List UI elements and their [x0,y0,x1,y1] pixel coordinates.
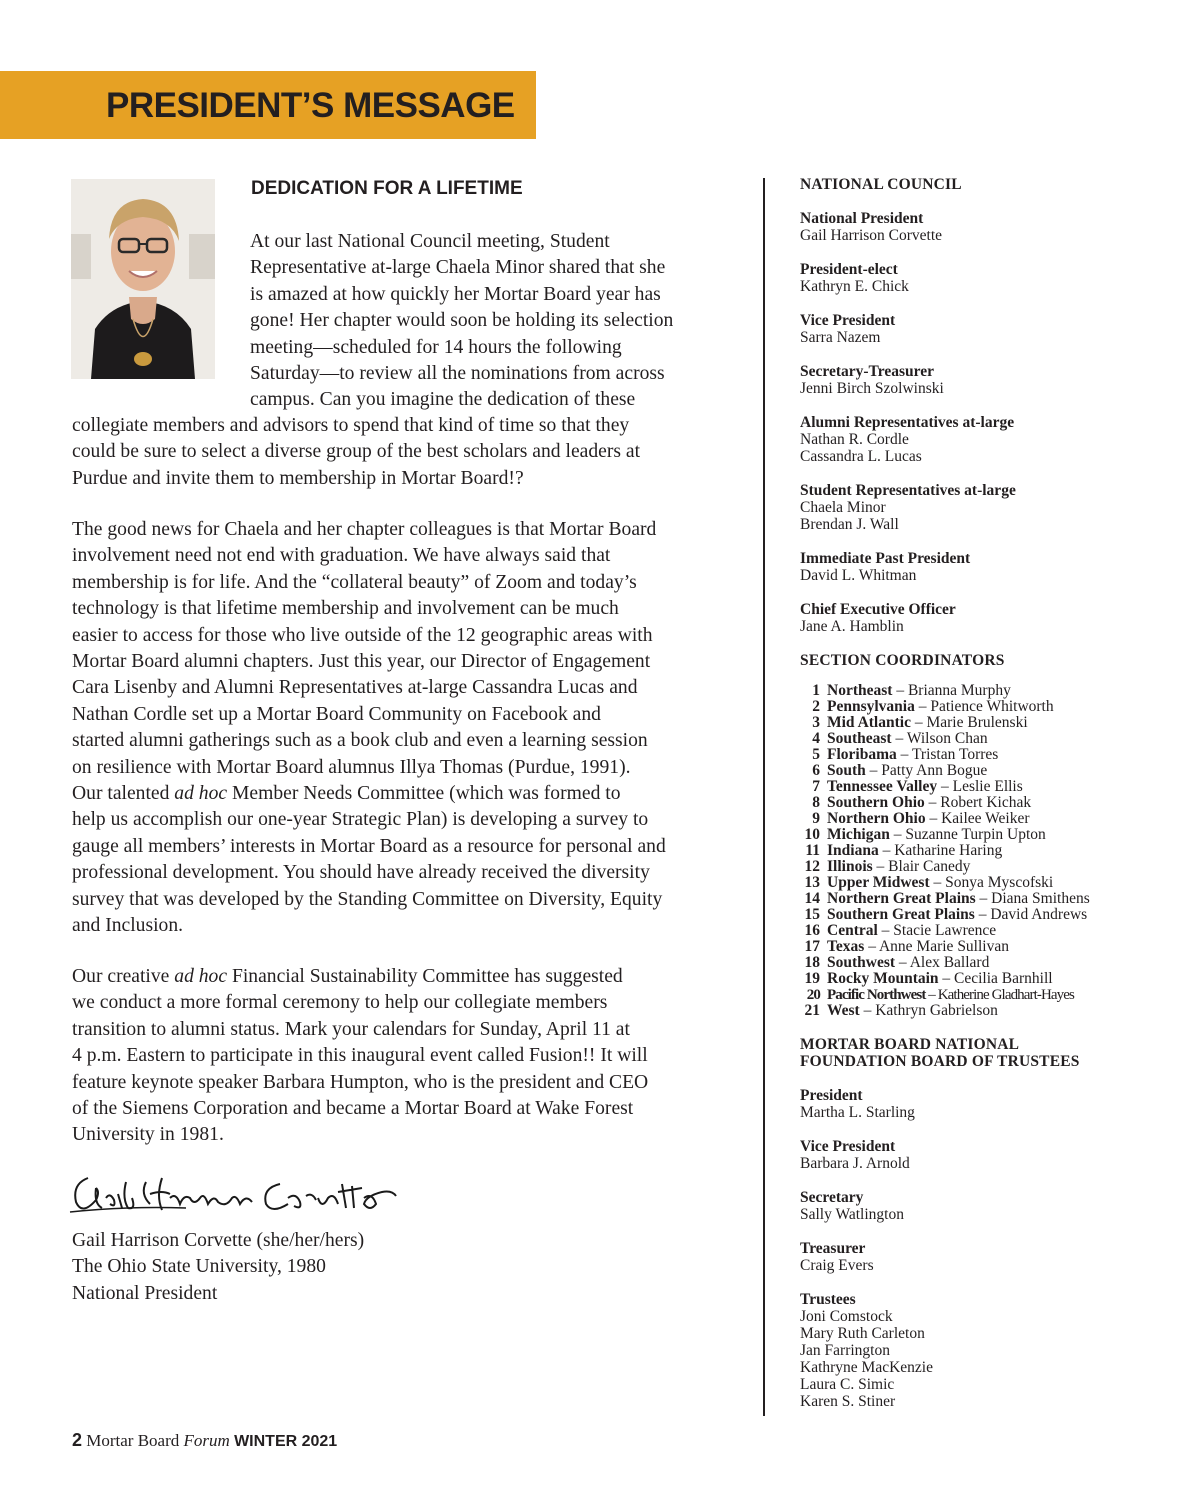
text-line: technology is that lifetime membership and involvement can be much [72,598,619,620]
roster-name: Jane A. Hamblin [800,618,904,635]
section-region: Pacific Northwest [827,987,926,1003]
roster-name: Sarra Nazem [800,329,881,346]
text-line: of the Siemens Corporation and became a Mortar Board at Wake Forest [72,1098,634,1120]
section-coordinator-name: Stacie Lawrence [893,922,997,939]
separator: – [938,970,955,987]
separator: – [910,714,927,731]
section-number: 16 [804,922,820,939]
section-coordinator-item [800,811,1180,827]
separator: – [889,826,906,843]
separator: – [974,906,991,923]
section-number: 7 [812,778,820,795]
sign-off [72,1228,364,1307]
separator: – [924,794,941,811]
section-region: Central [827,922,878,939]
text-line: Nathan Cordle set up a Mortar Board Community on Facebook and [72,703,601,725]
section-number: 11 [805,842,820,859]
text-line: could be sure to select a diverse group of the best scholars and leaders at [72,441,641,463]
section-number: 20 [806,987,820,1003]
text-line: survey that was developed by the Standing Committee on Diversity, Equity [72,888,663,910]
text-line: Cara Lisenby and Alumni Representatives at-large Cassandra Lucas and [72,677,638,699]
roster-entry [800,1087,1180,1121]
signer-name: Gail Harrison Corvette (she/her/hers) [72,1230,365,1251]
section-number: 21 [804,1002,820,1019]
roster-name: Laura C. Simic [800,1376,895,1393]
text-line: gauge all members’ interests in Mortar Board as a resource for personal and [72,835,666,857]
roster-name: Craig Evers [800,1257,874,1274]
separator: – [891,730,907,747]
separator: – [914,698,931,715]
separator: – [892,682,908,699]
section-coordinator-item [800,731,1180,747]
section-number: 19 [804,970,820,987]
section-number: 10 [804,826,820,843]
section-coordinator-item [800,763,1180,779]
section-number: 2 [812,698,820,715]
text-line: we conduct a more formal ceremony to help our collegiate members [72,992,608,1014]
roster-role: Vice President [800,1138,896,1155]
roster-entry [800,1189,1180,1223]
roster-entry [800,363,1180,397]
foundation-heading-line: FOUNDATION BOARD OF TRUSTEES [800,1053,1080,1070]
text-line: started alumni gatherings such as a book club and even a learning session [72,730,648,752]
roster-entry [800,601,1180,635]
page-number: 2 [72,1430,83,1450]
section-coordinator-name: Alex Ballard [909,954,990,971]
roster-name: Kathryn E. Chick [800,278,909,295]
text-line: collegiate members and advisors to spend that kind of time so that they [72,415,630,436]
separator: – [929,874,946,891]
separator: – [896,746,912,763]
page-footer [72,1429,337,1453]
intro-paragraph [250,229,673,414]
roster-name: Joni Comstock [800,1308,893,1325]
roster-role: Secretary [800,1189,864,1206]
section-coordinator-item [800,891,1180,907]
section-region: Indiana [827,842,879,859]
section-coordinator-item [800,715,1180,731]
section-region: South [827,762,866,779]
text-line [72,964,734,990]
roster-role: Vice President [800,312,896,329]
foundation-list [800,1087,1180,1410]
text-segment: Financial Sustainability Committee has suggested [227,966,623,987]
separator: – [877,922,894,939]
roster-role: Trustees [800,1291,856,1308]
roster-role: President [800,1087,863,1104]
article-heading: DEDICATION FOR A LIFETIME [251,178,523,199]
text-line: Mortar Board alumni chapters. Just this year, our Director of Engagement [72,651,651,673]
intro-paragraph-continued [72,413,640,492]
section-number: 18 [804,954,820,971]
text-line: Purdue and invite them to membership in Mortar Board!? [72,467,524,489]
separator: – [975,890,992,907]
text-line: on resilience with Mortar Board alumnus Illya Thomas (Purdue, 1991). [72,756,631,778]
section-region: Texas [827,938,865,955]
roster-entry [800,1291,1180,1410]
text-line: The good news for Chaela and her chapter colleagues is that Mortar Board [72,519,657,540]
roster-role: Treasurer [800,1240,866,1257]
section-coordinator-name: Leslie Ellis [952,778,1023,795]
section-region: Southern Great Plains [827,906,975,923]
roster-name: Nathan R. Cordle [800,431,909,448]
section-coordinator-item [800,875,1180,891]
roster-entry [800,1240,1180,1274]
paragraph-3 [72,964,734,1149]
text-line: feature keynote speaker Barbara Humpton, who is the president and CEO [72,1071,649,1093]
roster-name: Gail Harrison Corvette [800,227,943,244]
handwritten-signature [66,1164,406,1224]
text-line: campus. Can you imagine the dedication of these [250,389,636,411]
section-coordinator-item [800,779,1180,795]
council-list [800,210,1180,635]
roster-entry [800,210,1180,244]
separator: – [859,1002,876,1019]
section-number: 5 [812,746,820,763]
section-region: Northern Great Plains [827,890,976,907]
text-line: 4 p.m. Eastern to participate in this inaugural event called Fusion!! It will [72,1045,648,1067]
sidebar-roster [800,176,1180,1410]
roster-entry [800,312,1180,346]
roster-name: Sally Watlington [800,1206,904,1223]
section-coordinator-name: Kathryn Gabrielson [875,1002,998,1019]
roster-name: Cassandra L. Lucas [800,448,922,465]
section-number: 6 [812,762,820,779]
text-line: meeting—scheduled for 14 hours the following [250,336,622,358]
section-region: Rocky Mountain [827,970,939,987]
italic-term: ad hoc [174,783,228,805]
section-region: Mid Atlantic [827,714,911,731]
section-coordinator-name: Patience Whitworth [930,698,1054,715]
text-line: is amazed at how quickly her Mortar Board year has [250,283,661,305]
roster-role: Secretary-Treasurer [800,363,934,380]
roster-name: Jenni Birch Szolwinski [800,380,944,397]
section-number: 9 [812,810,820,827]
publication-name-italic: Forum [183,1431,230,1450]
section-coordinator-item [800,1003,1180,1019]
separator: – [895,954,910,971]
section-coordinator-name: Cecilia Barnhill [954,970,1053,987]
roster-role: Chief Executive Officer [800,601,956,618]
section-coordinator-item [800,859,1180,875]
section-region: Southwest [827,954,896,971]
roster-name: Jan Farrington [800,1342,890,1359]
section-number: 14 [804,890,820,907]
text-line: University in 1981. [72,1124,224,1146]
section-coordinator-name: Anne Marie Sullivan [878,938,1009,955]
section-number: 17 [804,938,820,955]
text-line: At our last National Council meeting, Student [250,231,610,252]
text-line: gone! Her chapter would soon be holding its selection [250,310,674,332]
section-coordinator-name: Kailee Weiker [941,810,1030,827]
roster-name: Martha L. Starling [800,1104,915,1121]
section-coordinators-list [800,683,1180,1019]
page-title: PRESIDENT’S MESSAGE [106,86,515,125]
roster-role: Alumni Representatives at-large [800,414,1015,431]
section-number: 8 [812,794,820,811]
foundation-heading-line: MORTAR BOARD NATIONAL [800,1036,1020,1053]
section-region: Michigan [827,826,890,843]
section-region: Pennsylvania [827,698,915,715]
section-region: Northern Ohio [827,810,926,827]
section-coordinator-item [800,939,1180,955]
edition: WINTER 2021 [234,1433,338,1450]
separator: – [925,987,938,1003]
section-coordinator-item [800,827,1180,843]
section-region: Floribama [827,746,897,763]
section-number: 1 [812,682,820,699]
roster-name: Karen S. Stiner [800,1393,896,1410]
paragraph-2 [72,517,734,940]
text-line [72,781,734,807]
text-line: Representative at-large Chaela Minor shared that she [250,257,666,279]
section-coordinator-name: Wilson Chan [906,730,988,747]
signer-title: National President [72,1282,218,1304]
text-line: membership is for life. And the “collateral beauty” of Zoom and today’s [72,571,637,593]
text-line: easier to access for those who live outside of the 12 geographic areas with [72,624,653,646]
roster-role: National President [800,210,924,227]
publication-name: Mortar Board [86,1431,184,1450]
separator: – [865,762,882,779]
roster-entry [800,414,1180,465]
section-region: Northeast [827,682,893,699]
section-coordinator-item [800,747,1180,763]
text-segment: Our talented [72,783,175,805]
roster-name: Chaela Minor [800,499,886,516]
section-region: Southern Ohio [827,794,925,811]
national-council-heading: NATIONAL COUNCIL [800,176,962,193]
section-region: Tennessee Valley [827,778,938,795]
section-coordinator-name: Diana Smithens [991,890,1090,907]
section-region: Illinois [827,858,873,875]
text-line: and Inclusion. [72,915,184,937]
section-region: Southeast [827,730,892,747]
section-coordinator-name: Sonya Myscofski [945,874,1054,891]
section-coordinator-name: Patty Ann Bogue [881,762,988,779]
section-number: 12 [804,858,820,875]
section-coordinators-heading: SECTION COORDINATORS [800,652,1005,669]
section-coordinator-item [800,843,1180,859]
separator: – [872,858,889,875]
section-coordinator-name: Katharine Haring [894,842,1003,859]
roster-role: President-elect [800,261,898,278]
section-number: 4 [812,730,820,747]
roster-role: Student Representatives at-large [800,482,1016,499]
section-coordinator-name: Katherine Gladhart-Hayes [937,987,1074,1003]
section-coordinator-item [800,987,1180,1003]
section-coordinator-item [800,971,1180,987]
text-line: Saturday—to review all the nominations from across [250,363,665,385]
portrait-illustration [71,179,215,379]
separator: – [878,842,895,859]
section-region: West [827,1002,860,1019]
section-number: 3 [812,714,820,731]
president-photo [71,179,215,379]
section-number: 13 [804,874,820,891]
section-coordinator-item [800,683,1180,699]
roster-entry [800,1138,1180,1172]
roster-entry [800,261,1180,295]
section-coordinator-name: Tristan Torres [911,746,999,763]
roster-name: David L. Whitman [800,567,917,584]
italic-term: ad hoc [174,966,228,987]
section-coordinator-name: Robert Kichak [940,794,1032,811]
section-coordinator-name: Brianna Murphy [907,682,1011,699]
section-coordinator-name: Marie Brulenski [926,714,1028,731]
roster-name: Barbara J. Arnold [800,1155,910,1172]
section-coordinator-item [800,699,1180,715]
section-coordinator-name: Blair Canedy [888,858,971,875]
section-coordinator-name: Suzanne Turpin Upton [905,826,1046,843]
separator: – [937,778,953,795]
foundation-heading [800,1036,1180,1070]
text-segment: Member Needs Committee (which was formed to [227,783,621,805]
section-region: Upper Midwest [827,874,930,891]
separator: – [925,810,942,827]
section-coordinator-item [800,907,1180,923]
roster-name: Mary Ruth Carleton [800,1325,925,1342]
roster-entry [800,550,1180,584]
section-coordinator-item [800,795,1180,811]
roster-name: Kathryne MacKenzie [800,1359,933,1376]
text-segment: Our creative [72,966,175,987]
text-line: transition to alumni status. Mark your calendars for Sunday, April 11 at [72,1018,630,1040]
section-coordinator-item [800,955,1180,971]
signer-school: The Ohio State University, 1980 [72,1256,326,1278]
text-line: professional development. You should have already received the diversity [72,862,650,884]
text-line: help us accomplish our one-year Strategic Plan) is developing a survey to [72,809,649,831]
roster-role: Immediate Past President [800,550,971,567]
text-line: involvement need not end with graduation. We have always said that [72,545,611,567]
column-divider [763,178,765,1416]
section-number: 15 [804,906,820,923]
roster-entry [800,482,1180,533]
section-coordinator-name: David Andrews [990,906,1088,923]
separator: – [864,938,879,955]
roster-name: Brendan J. Wall [800,516,899,533]
section-coordinator-item [800,923,1180,939]
